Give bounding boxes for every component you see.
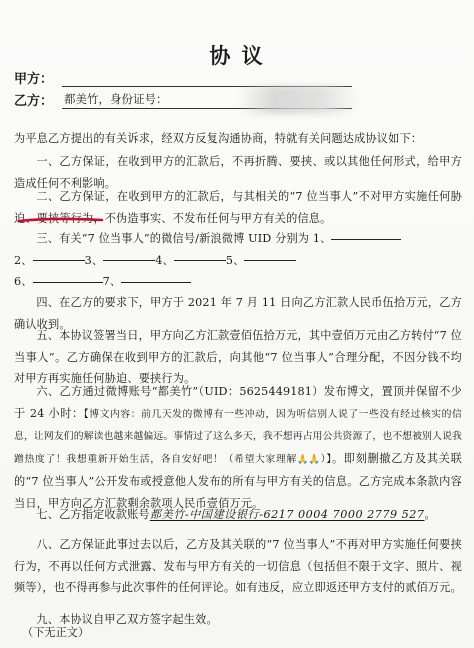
clause-2-highlight: 胁迫、要挟: [14, 190, 462, 225]
uid-blank-6: [33, 282, 103, 283]
uid-label-5: 5、: [225, 253, 245, 267]
end-of-text: （下无正文）: [22, 626, 90, 639]
uid-blank-3: [103, 260, 155, 261]
redaction-blur: [238, 86, 358, 114]
red-underline-annotation: [18, 216, 104, 224]
clause-6-intro: 六、乙方通过微博账号“都美竹”（UID：5625449181）发布博文，置顶并保留不少于 24 小时：: [14, 385, 462, 420]
uid-blank-5: [244, 260, 296, 261]
clause-7-label: 七、乙方指定收款账号: [36, 508, 150, 521]
clause-2-part-c: 等行为，不伪造事实、不发布任何与甲方有关的信息。: [59, 211, 332, 225]
clause-4: 四、在乙方的要求下，甲方于 2021 年 7 月 11 日向乙方汇款人民币伍拾万元，乙方确认收到。: [14, 296, 462, 331]
clause-5: 五、本协议签署当日，甲方向乙方汇款壹佰伍拾万元，其中壹佰万元由乙方转付“7 位当事人”。乙方确保在收到甲方的汇款后，向其他“7 位当事人”合理分配，不因分钱不均对甲方再实施任何胁迫、要挟行为。: [14, 329, 462, 385]
uid-label-4: 4、: [155, 253, 174, 267]
uid-label-2: 2、: [14, 253, 33, 267]
document-title: 协 议: [209, 43, 265, 68]
bank-account-number: 都美竹-中国建设银行-6217 0004 7000 2779 527: [149, 508, 425, 521]
party-a-label: 甲方：: [14, 72, 54, 87]
weibo-post-close: ）】: [320, 453, 332, 465]
weibo-post-content: 【博文内容：前几天发的微博有一些冲动，因为听信别人说了一些没有经过核实的信息，让网友们的解读也越来越偏远。事情过了这么多天，我不想再占用公共资源了，也不想被别人说我蹭热度了！我想重新开始生活，各自安好吧！（希望大家理解: [14, 408, 462, 465]
uid-blank-7: [121, 282, 191, 283]
clause-7: [14, 504, 462, 526]
clause-3-head: 三、有关“7 位当事人”的微信号/新浪微博 UID 分别为 1、: [36, 232, 332, 245]
clause-6-rest: 。即刻删撤乙方及其关联的“7 位当事人”公开发布或授意他人发布的所有与甲方有关的信息。乙方完成本条款内容当日，甲方向乙方汇款剩余款项人民币壹佰万元。: [14, 451, 462, 510]
clause-8: 八、乙方保证此事过去以后，乙方及其关联的“7 位当事人”不再对甲方实施任何要挟行为，不再以任何方式泄露、发布与甲方有关的一切信息（包括但不限于文字、照片、视频等），也不得再参与此次事件的任何评论。如有违反，应立即返还甲方支付的贰佰万元。: [14, 538, 462, 594]
uid-label-6: 6、: [14, 275, 33, 288]
intro-paragraph: 为平息乙方提出的有关诉求，经双方反复沟通协商，特就有关问题达成协议如下：: [14, 132, 423, 145]
clause-9: 九、本协议自甲乙双方签字起生效。: [36, 613, 218, 626]
uid-blank-4: [174, 260, 226, 261]
clause-1: 一、乙方保证，在收到甲方的汇款后，不再折腾、要挟、或以其他任何形式，给甲方造成任何不利影响。: [14, 155, 462, 190]
uid-blank-2: [33, 260, 85, 261]
clause-7-end: 。: [424, 508, 436, 521]
clause-6: [14, 381, 462, 514]
clause-3: [14, 228, 462, 293]
clause-2-part-a: 二、乙方保证，在收到甲方的汇款后，与其相关的“7 位当事人”不对甲方实施任何: [36, 190, 451, 203]
party-b-value: 都美竹，身份证号：: [64, 92, 168, 106]
party-b-label: 乙方：: [14, 94, 54, 109]
uid-label-3: 3、: [84, 253, 104, 267]
uid-blank-1: [331, 239, 401, 240]
uid-label-7: 7、: [102, 275, 122, 288]
pray-emoji: 🙏🙏: [296, 454, 321, 465]
